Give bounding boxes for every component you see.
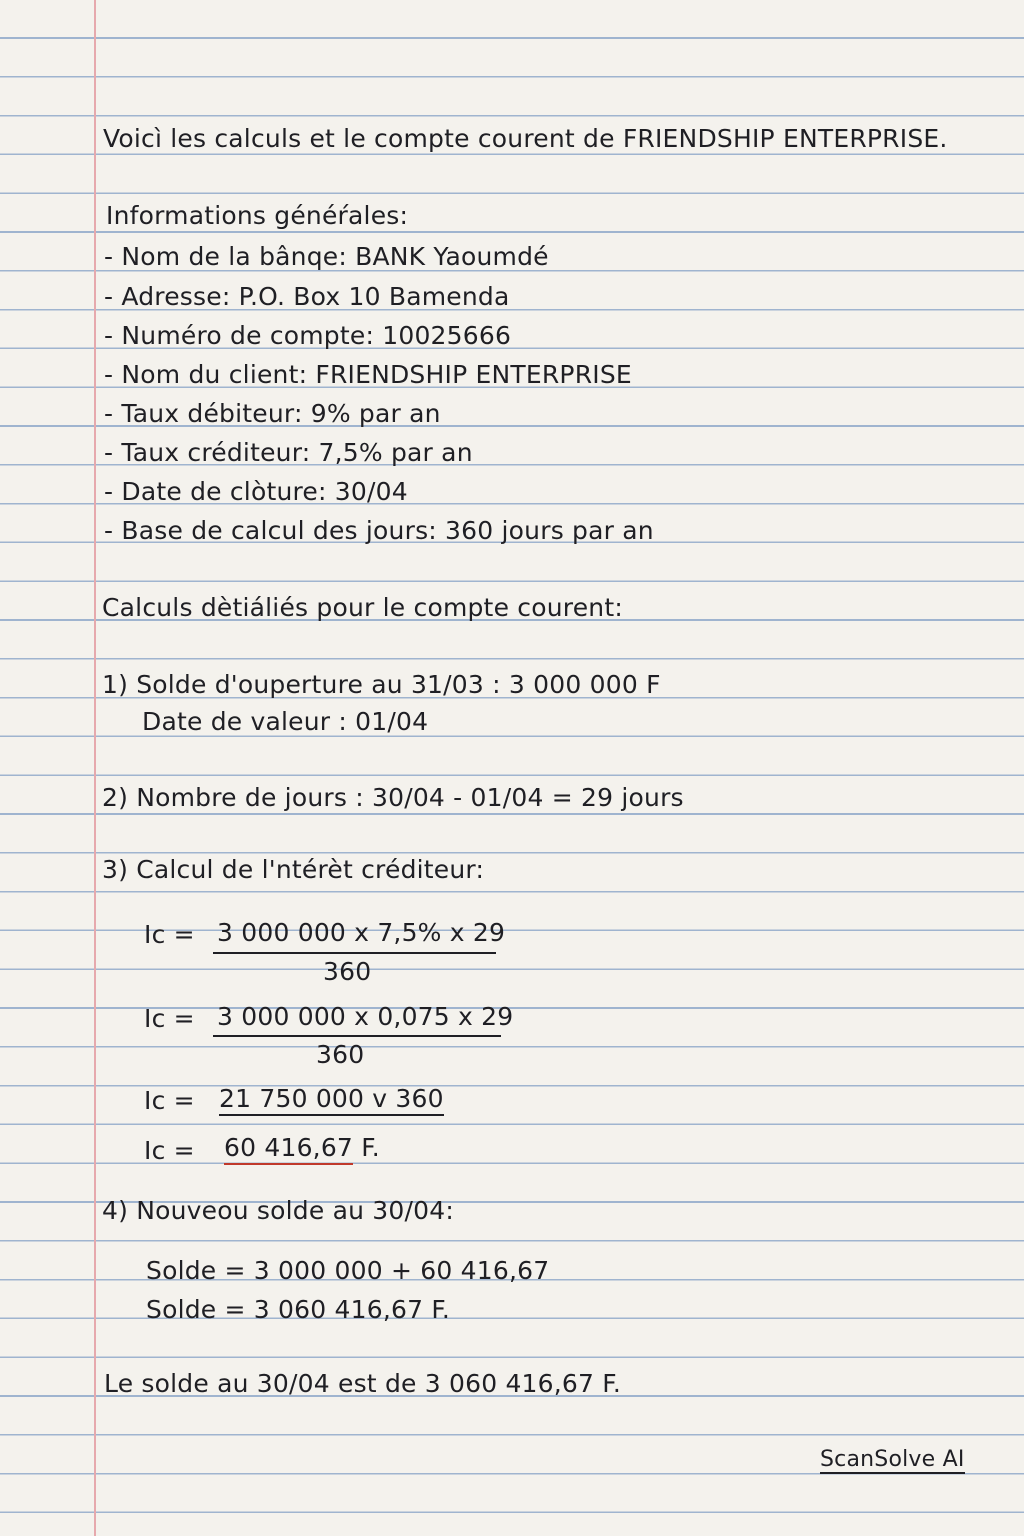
ic-label: Ic = bbox=[144, 1136, 195, 1165]
info-item: - Numéro de compte: 10025666 bbox=[104, 321, 512, 350]
step4-line1: Solde = 3 000 000 + 60 416,67 bbox=[146, 1256, 550, 1285]
ic-label: Ic = bbox=[144, 1086, 195, 1115]
eq4-value: 60 416,67 bbox=[224, 1133, 353, 1165]
eq1-fraction-bar bbox=[213, 952, 496, 954]
info-item: - Taux créditeur: 7,5% par an bbox=[104, 438, 473, 467]
step1-line2: Date de valeur : 01/04 bbox=[142, 707, 429, 736]
eq3-expression: 21 750 000 v 360 bbox=[219, 1084, 444, 1116]
calc-heading: Calculs dètiáliés pour le compte courent: bbox=[102, 593, 623, 622]
info-item: - Date de clòture: 30/04 bbox=[104, 477, 408, 506]
info-item: - Taux débiteur: 9% par an bbox=[104, 399, 441, 428]
eq1-numerator: 3 000 000 x 7,5% x 29 bbox=[217, 918, 506, 947]
step4-line2: Solde = 3 060 416,67 F. bbox=[146, 1295, 451, 1324]
eq2-fraction-bar bbox=[213, 1035, 501, 1037]
eq4-wrapper bbox=[224, 1133, 380, 1163]
step1-line1: 1) Solde d'ouperture au 31/03 : 3 000 000 F bbox=[102, 670, 661, 699]
eq2-numerator: 3 000 000 x 0,075 x 29 bbox=[217, 1002, 514, 1031]
intro-text: Voicì les calculs et le compte courent de FRIENDSHIP ENTERPRISE. bbox=[103, 124, 948, 153]
eq4-unit: F. bbox=[361, 1133, 380, 1162]
signature: ScanSolve AI bbox=[820, 1447, 965, 1472]
eq1-denominator: 360 bbox=[323, 957, 372, 986]
step4-heading: 4) Nouveou solde au 30/04: bbox=[102, 1196, 454, 1225]
step3-heading: 3) Calcul de l'ntérèt créditeur: bbox=[102, 855, 485, 884]
ic-label: Ic = bbox=[144, 1004, 195, 1033]
ic-label: Ic = bbox=[144, 920, 195, 949]
info-item: - Nom de la bânqe: BANK Yaoumdé bbox=[104, 242, 549, 271]
eq3-wrapper bbox=[219, 1084, 444, 1114]
step2-line1: 2) Nombre de jours : 30/04 - 01/04 = 29 jours bbox=[102, 783, 684, 812]
margin-line bbox=[94, 0, 96, 1536]
conclusion-text: Le solde au 30/04 est de 3 060 416,67 F. bbox=[104, 1369, 621, 1398]
eq2-denominator: 360 bbox=[316, 1040, 365, 1069]
signature-wrapper bbox=[820, 1443, 965, 1475]
info-heading: Informations généŕales: bbox=[106, 201, 409, 230]
info-item: - Base de calcul des jours: 360 jours par an bbox=[104, 516, 654, 545]
info-item: - Nom du client: FRIENDSHIP ENTERPRISE bbox=[104, 360, 632, 389]
info-item: - Adresse: P.O. Box 10 Bamenda bbox=[104, 282, 510, 311]
